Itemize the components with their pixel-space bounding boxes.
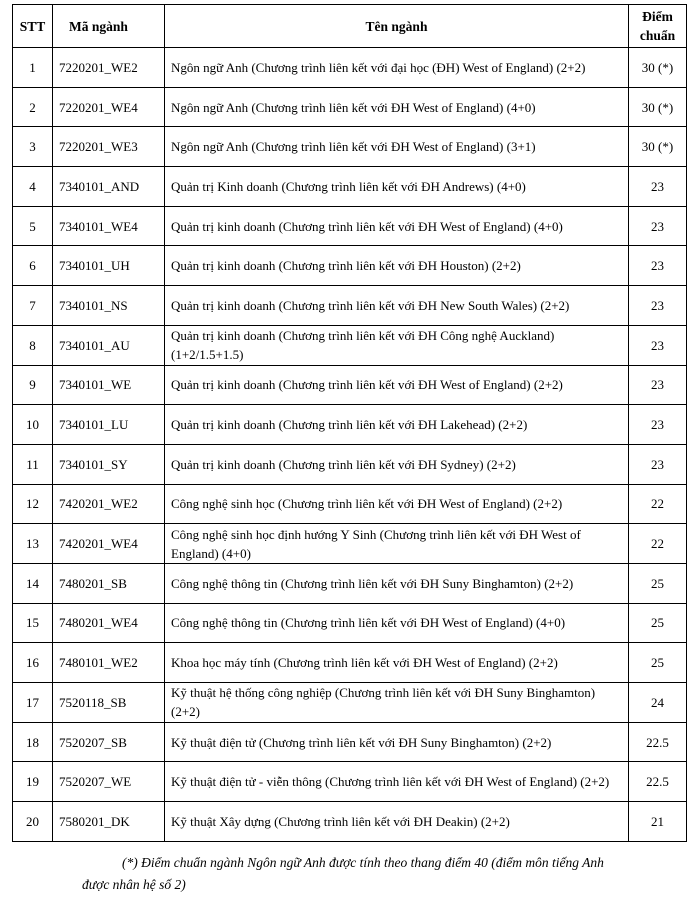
header-code: Mã ngành — [53, 5, 165, 48]
footnote-line-2: được nhân hệ số 2) — [82, 877, 186, 892]
table-row — [13, 87, 687, 127]
table-row — [13, 48, 687, 88]
row-code: 7580201_DK — [53, 802, 165, 842]
row-score: 30 (*) — [629, 87, 687, 127]
row-score: 22 — [629, 484, 687, 524]
score-table — [12, 4, 687, 842]
row-code: 7480101_WE2 — [53, 643, 165, 683]
table-row — [13, 762, 687, 802]
row-name: Kỹ thuật Xây dựng (Chương trình liên kết với ĐH Deakin) (2+2) — [165, 802, 629, 842]
row-stt: 19 — [13, 762, 53, 802]
row-score: 23 — [629, 325, 687, 365]
row-stt: 8 — [13, 325, 53, 365]
row-score: 21 — [629, 802, 687, 842]
row-score: 30 (*) — [629, 48, 687, 88]
row-stt: 4 — [13, 167, 53, 207]
row-code: 7340101_WE — [53, 365, 165, 405]
table-row — [13, 444, 687, 484]
row-name: Kỹ thuật điện tử - viễn thông (Chương trình liên kết với ĐH West of England) (2+2) — [165, 762, 629, 802]
row-name: Khoa học máy tính (Chương trình liên kết với ĐH West of England) (2+2) — [165, 643, 629, 683]
table-row — [13, 167, 687, 207]
table-row — [13, 365, 687, 405]
row-name: Công nghệ thông tin (Chương trình liên kết với ĐH West of England) (4+0) — [165, 603, 629, 643]
row-name: Quản trị kinh doanh (Chương trình liên kết với ĐH West of England) (2+2) — [165, 365, 629, 405]
table-row — [13, 206, 687, 246]
row-name: Quản trị Kinh doanh (Chương trình liên kết với ĐH Andrews) (4+0) — [165, 167, 629, 207]
row-code: 7520207_SB — [53, 722, 165, 762]
table-row — [13, 484, 687, 524]
row-name: Công nghệ sinh học (Chương trình liên kết với ĐH West of England) (2+2) — [165, 484, 629, 524]
row-code: 7520207_WE — [53, 762, 165, 802]
row-name: Quản trị kinh doanh (Chương trình liên kết với ĐH Houston) (2+2) — [165, 246, 629, 286]
row-stt: 2 — [13, 87, 53, 127]
row-code: 7420201_WE4 — [53, 524, 165, 564]
row-score: 23 — [629, 286, 687, 326]
table-row — [13, 603, 687, 643]
header-stt: STT — [13, 5, 53, 48]
row-code: 7220201_WE4 — [53, 87, 165, 127]
table-row — [13, 722, 687, 762]
row-stt: 14 — [13, 563, 53, 603]
table-row — [13, 405, 687, 445]
row-stt: 5 — [13, 206, 53, 246]
row-stt: 18 — [13, 722, 53, 762]
row-name: Công nghệ sinh học định hướng Y Sinh (Chương trình liên kết với ĐH West of England) (4+0) — [165, 524, 629, 564]
footnote — [82, 852, 642, 896]
row-code: 7220201_WE3 — [53, 127, 165, 167]
table-row — [13, 563, 687, 603]
row-code: 7480201_WE4 — [53, 603, 165, 643]
row-code: 7340101_NS — [53, 286, 165, 326]
row-code: 7340101_SY — [53, 444, 165, 484]
row-code: 7520118_SB — [53, 683, 165, 723]
row-name: Công nghệ thông tin (Chương trình liên kết với ĐH Suny Binghamton) (2+2) — [165, 563, 629, 603]
row-name: Ngôn ngữ Anh (Chương trình liên kết với đại học (ĐH) West of England) (2+2) — [165, 48, 629, 88]
row-code: 7340101_UH — [53, 246, 165, 286]
row-stt: 12 — [13, 484, 53, 524]
row-score: 24 — [629, 683, 687, 723]
row-score: 22 — [629, 524, 687, 564]
row-score: 22.5 — [629, 762, 687, 802]
row-stt: 6 — [13, 246, 53, 286]
row-code: 7420201_WE2 — [53, 484, 165, 524]
row-score: 23 — [629, 246, 687, 286]
row-code: 7480201_SB — [53, 563, 165, 603]
row-stt: 7 — [13, 286, 53, 326]
row-stt: 16 — [13, 643, 53, 683]
row-score: 22.5 — [629, 722, 687, 762]
row-stt: 10 — [13, 405, 53, 445]
row-code: 7220201_WE2 — [53, 48, 165, 88]
footnote-line-1: (*) Điểm chuẩn ngành Ngôn ngữ Anh được tính theo thang điểm 40 (điểm môn tiếng Anh — [122, 855, 604, 870]
row-score: 23 — [629, 405, 687, 445]
row-name: Ngôn ngữ Anh (Chương trình liên kết với ĐH West of England) (4+0) — [165, 87, 629, 127]
row-score: 25 — [629, 563, 687, 603]
row-stt: 9 — [13, 365, 53, 405]
row-score: 25 — [629, 603, 687, 643]
table-row — [13, 643, 687, 683]
row-score: 23 — [629, 206, 687, 246]
row-stt: 20 — [13, 802, 53, 842]
row-score: 23 — [629, 444, 687, 484]
row-name: Kỹ thuật điện tử (Chương trình liên kết với ĐH Suny Binghamton) (2+2) — [165, 722, 629, 762]
row-name: Kỹ thuật hệ thống công nghiệp (Chương trình liên kết với ĐH Suny Binghamton) (2+2) — [165, 683, 629, 723]
row-code: 7340101_AU — [53, 325, 165, 365]
header-score: Điểm chuẩn — [629, 5, 687, 48]
table-row — [13, 127, 687, 167]
table-row — [13, 286, 687, 326]
header-name: Tên ngành — [165, 5, 629, 48]
table-row — [13, 802, 687, 842]
table-header-row — [13, 5, 687, 48]
row-stt: 17 — [13, 683, 53, 723]
row-name: Quản trị kinh doanh (Chương trình liên kết với ĐH Lakehead) (2+2) — [165, 405, 629, 445]
table-row — [13, 683, 687, 723]
row-score: 25 — [629, 643, 687, 683]
row-code: 7340101_WE4 — [53, 206, 165, 246]
row-name: Quản trị kinh doanh (Chương trình liên kết với ĐH Công nghệ Auckland) (1+2/1.5+1.5) — [165, 325, 629, 365]
row-score: 23 — [629, 365, 687, 405]
table-row — [13, 325, 687, 365]
row-name: Quản trị kinh doanh (Chương trình liên kết với ĐH Sydney) (2+2) — [165, 444, 629, 484]
row-stt: 11 — [13, 444, 53, 484]
row-code: 7340101_LU — [53, 405, 165, 445]
table-row — [13, 246, 687, 286]
row-stt: 3 — [13, 127, 53, 167]
row-name: Quản trị kinh doanh (Chương trình liên kết với ĐH West of England) (4+0) — [165, 206, 629, 246]
row-stt: 1 — [13, 48, 53, 88]
row-code: 7340101_AND — [53, 167, 165, 207]
row-name: Ngôn ngữ Anh (Chương trình liên kết với ĐH West of England) (3+1) — [165, 127, 629, 167]
row-name: Quản trị kinh doanh (Chương trình liên kết với ĐH New South Wales) (2+2) — [165, 286, 629, 326]
row-stt: 13 — [13, 524, 53, 564]
table-row — [13, 524, 687, 564]
row-score: 30 (*) — [629, 127, 687, 167]
row-stt: 15 — [13, 603, 53, 643]
row-score: 23 — [629, 167, 687, 207]
